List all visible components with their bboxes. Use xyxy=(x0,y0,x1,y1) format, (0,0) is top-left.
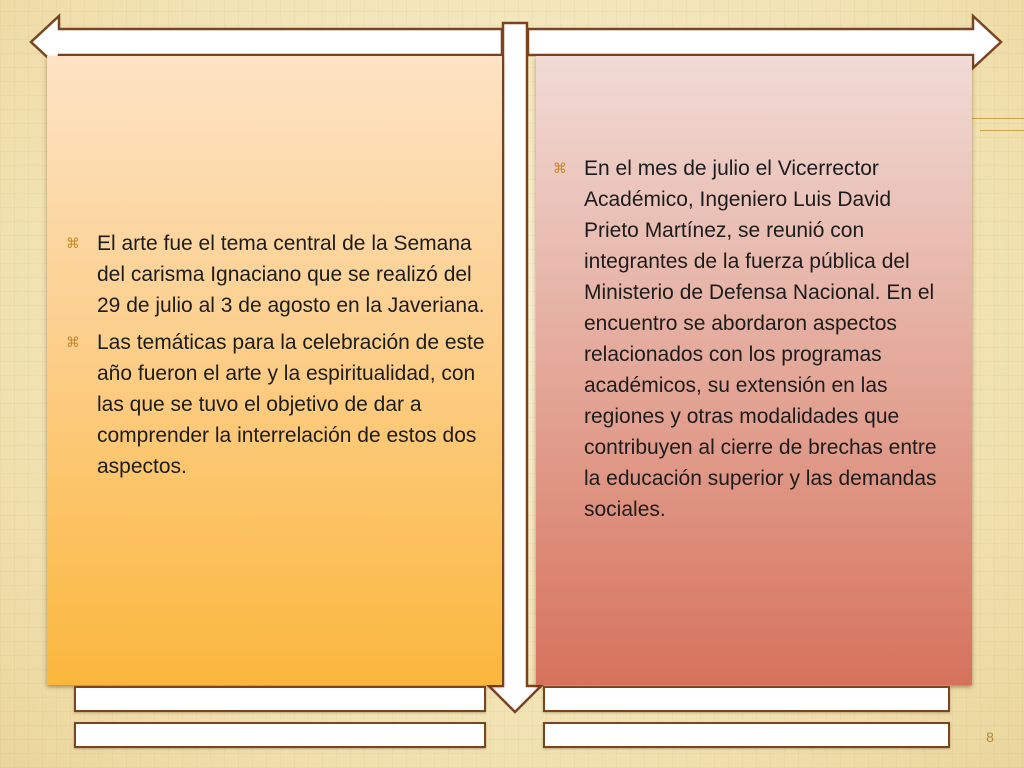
left-bullet-list xyxy=(63,228,487,488)
bullet-text: En el mes de julio el Vicerrector Académico, Ingeniero Luis David Prieto Martínez, se reunió con integrantes de la fuerza pública del Ministerio de Defensa Nacional. En el encuentro se abordaron aspectos relacionados con los programas académicos, su extensión en las regiones y otras modalidades que contribuyen al cierre de brechas entre la educación superior y las demandas sociales. xyxy=(584,157,937,521)
bullet-text: El arte fue el tema central de la Semana del carisma Ignaciano que se realizó del 29 de julio al 3 de agosto en la Javeriana. xyxy=(97,232,485,317)
empty-box-right-bottom xyxy=(543,722,950,748)
list-item xyxy=(63,228,487,321)
right-bullet-list xyxy=(550,153,950,531)
bullet-icon: ⌘ xyxy=(66,334,80,350)
list-item xyxy=(63,327,487,482)
bullet-text: Las temáticas para la celebración de este año fueron el arte y la espiritualidad, con las que se tuvo el objetivo de dar a comprender la interrelación de estos dos aspectos. xyxy=(97,331,485,478)
list-item xyxy=(550,153,950,525)
empty-box-left-bottom xyxy=(74,722,486,748)
bullet-icon: ⌘ xyxy=(66,235,80,251)
slide-number: 8 xyxy=(986,729,994,745)
empty-box-right-top xyxy=(543,686,950,712)
bullet-icon: ⌘ xyxy=(553,160,567,176)
empty-box-left-top xyxy=(74,686,486,712)
